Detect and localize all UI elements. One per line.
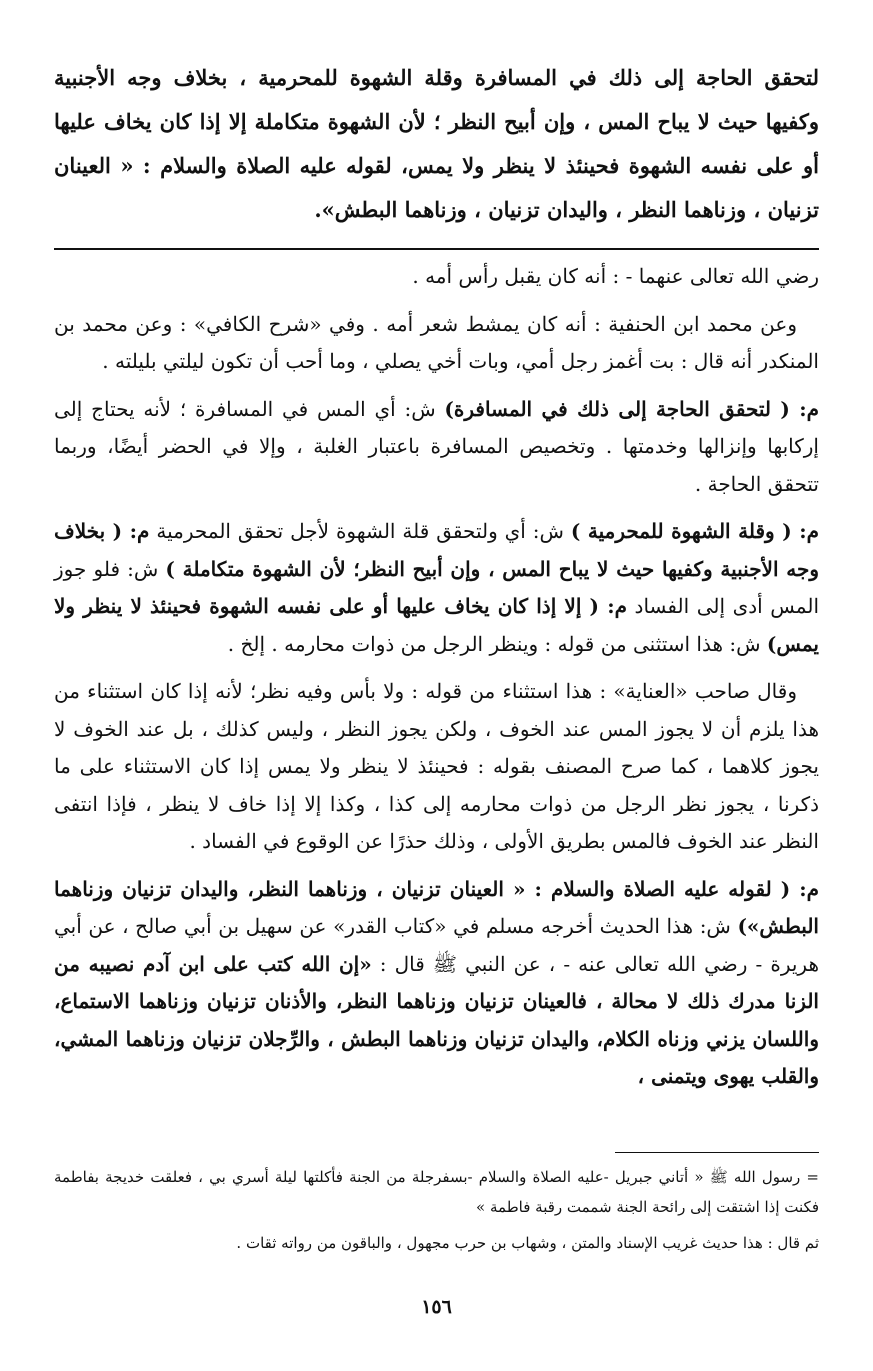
commentary-text: ش: فلو جوز المس أدى إلى الفساد [54, 556, 820, 618]
commentary-text: ش: أي ولتحقق قلة الشهوة لأجل تحقق المحرمية [149, 519, 571, 543]
commentary-paragraph [54, 513, 819, 663]
separator-rule [54, 248, 819, 250]
main-text: لتحقق الحاجة إلى ذلك في المسافرة وقلة الشهوة للمحرمية ، بخلاف وجه الأجنبية وكفيها حيث لا يباح المس ، وإن أبيح النظر ؛ لأن الشهوة متكاملة إلا إذا كان يخاف عليها أو على نفسه الشهوة فحينئذ لا ينظر ولا يمس، لقوله عليه الصلاة والسلام : « العينان تزنيان ، وزناهما النظر ، واليدان تزنيان ، وزناهما البطش». [54, 65, 819, 222]
quoted-hadith: «إن الله كتب على ابن آدم نصيبه من الزنا مدرك ذلك لا محالة ، فالعينان تزنيان وزناهما النظر، والأذنان تزنيان وزناهما الاستماع، واللسان يزني وزناه الكلام، واليدان تزنيان وزناهما البطش ، والرِّجلان تزنيان وزناهما المشي، والقلب يهوى ويتمنى ، [54, 951, 819, 1088]
commentary-paragraph: رضي الله تعالى عنهما - : أنه كان يقبل رأس أمه . [412, 264, 819, 288]
page-number: ١٥٦ [421, 1296, 452, 1318]
quoted-matn: م: ( لتحقق الحاجة إلى ذلك في المسافرة) [444, 396, 819, 421]
commentary-text: ش: هذا استثنى من قوله : وينظر الرجل من ذوات محارمه . إلخ . [227, 631, 767, 656]
quoted-matn: م: ( إلا إذا كان يخاف عليها أو على نفسه الشهوة فحينئذ لا ينظر ولا يمس) [54, 594, 819, 656]
footnote [54, 1162, 819, 1264]
commentary-paragraph: وقال صاحب «العناية» : هذا استثناء من قوله : ولا بأس وفيه نظر؛ لأنه إذا كان استثناء من هذا يلزم أن لا يجوز المس عند الخوف ، ولكن يجوز النظر ، وليس كذلك ، بل عند الخوف لا يجوز كلاهما ، كما صرح المصنف بقوله : فحينئذ لا ينظر ولا يمس إذا كان الاستثناء على ما ذكرنا ، يجوز نظر الرجل من ذوات محارمه إلى كذا ، وكذا إلا إذا خاف لا ينظر ، فإذا انتفى النظر عند الخوف فالمس بطريق الأولى ، وذلك حذرًا عن الوقوع في الفساد . [54, 679, 819, 853]
commentary-paragraph: وعن محمد ابن الحنفية : أنه كان يمشط شعر أمه . وفي «شرح الكافي» : وعن محمد بن المنكدر أنه قال : بت أغمز رجل أمي، وبات أخي يصلي ، وما أحب أن تكون ليلتي بليلته . [54, 311, 819, 373]
commentary-text: ش: هذا الحديث أخرجه مسلم في «كتاب القدر» عن سهيل بن أبي صالح ، عن أبي هريرة - رضي الله تعالى عنه - ، عن النبي ﷺ قال : [54, 914, 819, 976]
quoted-matn: م: ( وقلة الشهوة للمحرمية ) [570, 519, 819, 543]
footnote-line: ثم قال : هذا حديث غريب الإسناد والمتن ، وشهاب بن حرب مجهول ، والباقون من رواته ثقات . [236, 1234, 819, 1252]
quoted-matn: م: ( لقوله عليه الصلاة والسلام : « العينان تزنيان ، وزناهما النظر، واليدان تزنيان وزناهما البطش») [54, 876, 819, 938]
footnote-line: = رسول الله ﷺ « أتاني جبريل -عليه الصلاة والسلام -بسفرجلة من الجنة فأكلتها ليلة أسري بي ، فعلقت خديجة بفاطمة فكنت إذا اشتقت إلى رائحة الجنة شممت رقبة فاطمة » [54, 1168, 819, 1216]
commentary-paragraph [54, 391, 819, 504]
commentary-text: ش: أي المس في المسافرة ؛ لأنه يحتاج إلى إركابها وإنزالها وخدمتها . وتخصيص المسافرة باعتبار الغلبة ، وإلا في الحضر أيضًا، وربما تتحقق الحاجة . [54, 396, 819, 496]
commentary [54, 258, 819, 1106]
footnote-rule [615, 1152, 819, 1153]
quoted-matn: م: ( بخلاف وجه الأجنبية وكفيها حيث لا يباح المس ، وإن أبيح النظر؛ لأن الشهوة متكاملة ) [54, 519, 819, 581]
commentary-paragraph [54, 871, 819, 1096]
